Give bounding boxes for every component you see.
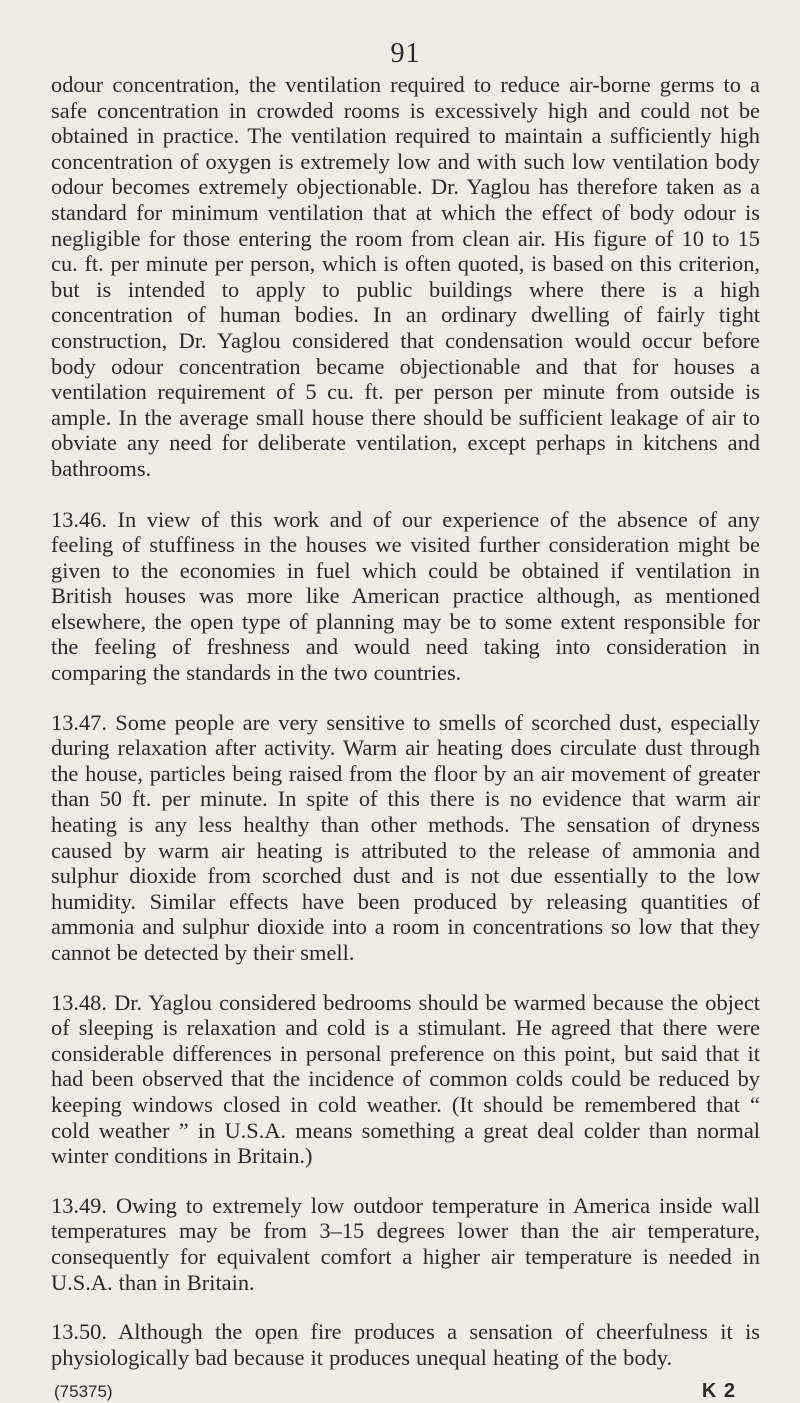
page-footer [51, 1380, 760, 1403]
page-number: 91 [390, 38, 421, 69]
paragraph-continuation: odour concentration, the ventilation required to reduce air-borne germs to a safe concentration in crowded rooms is excessively high and could not be obtained in practice. The ventilation required to maintain a sufficiently high concentration of oxygen is extremely low and with such low ventilation body odour becomes extremely objectionable. Dr. Yaglou has therefore taken as a standard for minimum ventilation that at which the effect of body odour is negligible for those entering the room from clean air. His figure of 10 to 15 cu. ft. per minute per person, which is often quoted, is based on this criterion, but is intended to apply to public buildings where there is a high concentration of human bodies. In an ordinary dwelling of fairly tight construction, Dr. Yaglou considered that condensation would occur before body odour concentration became objectionable and that for houses a ventilation requirement of 5 cu. ft. per person per minute from outside is ample. In the average small house there should be sufficient leakage of air to obviate any need for deliberate ventilation, except perhaps in kitchens and bathrooms. [51, 72, 760, 481]
print-code: (75375) [54, 1382, 113, 1402]
paragraph-13-47: 13.47. Some people are very sensitive to smells of scorched dust, especially during relaxation after activity. Warm air heating does circulate dust through the house, particles being raised from the floor by an air movement of greater than 50 ft. per minute. In spite of this there is no evidence that warm air heating is any less healthy than other methods. The sensation of dryness caused by warm air heating is attributed to the release of ammonia and sulphur dioxide from scorched dust and is not due essentially to the low humidity. Similar effects have been produced by releasing quantities of ammonia and sulphur dioxide into a room in concentrations so low that they cannot be detected by their smell. [51, 709, 760, 965]
paragraph-13-50: 13.50. Although the open fire produces a sensation of cheerfulness it is physiologically bad because it produces unequal heating of the body. [51, 1319, 760, 1370]
paragraph-13-49: 13.49. Owing to extremely low outdoor temperature in America inside wall temperatures may be from 3–15 degrees lower than the air temperature, consequently for equivalent comfort a higher air temperature is needed in U.S.A. than in Britain. [51, 1192, 760, 1295]
paragraph-13-46: 13.46. In view of this work and of our experience of the absence of any feeling of stuffiness in the houses we visited further consideration might be given to the economies in fuel which could be obtained if ventilation in British houses was more like American practice although, as mentioned elsewhere, the open type of planning may be to some extent responsible for the feeling of freshness and would need taking into consideration in comparing the standards in the two countries. [51, 506, 760, 686]
signature-mark: K 2 [701, 1380, 736, 1403]
paragraph-13-48: 13.48. Dr. Yaglou considered bedrooms should be warmed because the object of sleeping is relaxation and cold is a stimulant. He agreed that there were considerable differences in personal preference on this point, but said that it had been observed that the incidence of common colds could be reduced by keeping windows closed in cold weather. (It should be remembered that “ cold weather ” in U.S.A. means something a great deal colder than normal winter conditions in Britain.) [51, 989, 760, 1169]
